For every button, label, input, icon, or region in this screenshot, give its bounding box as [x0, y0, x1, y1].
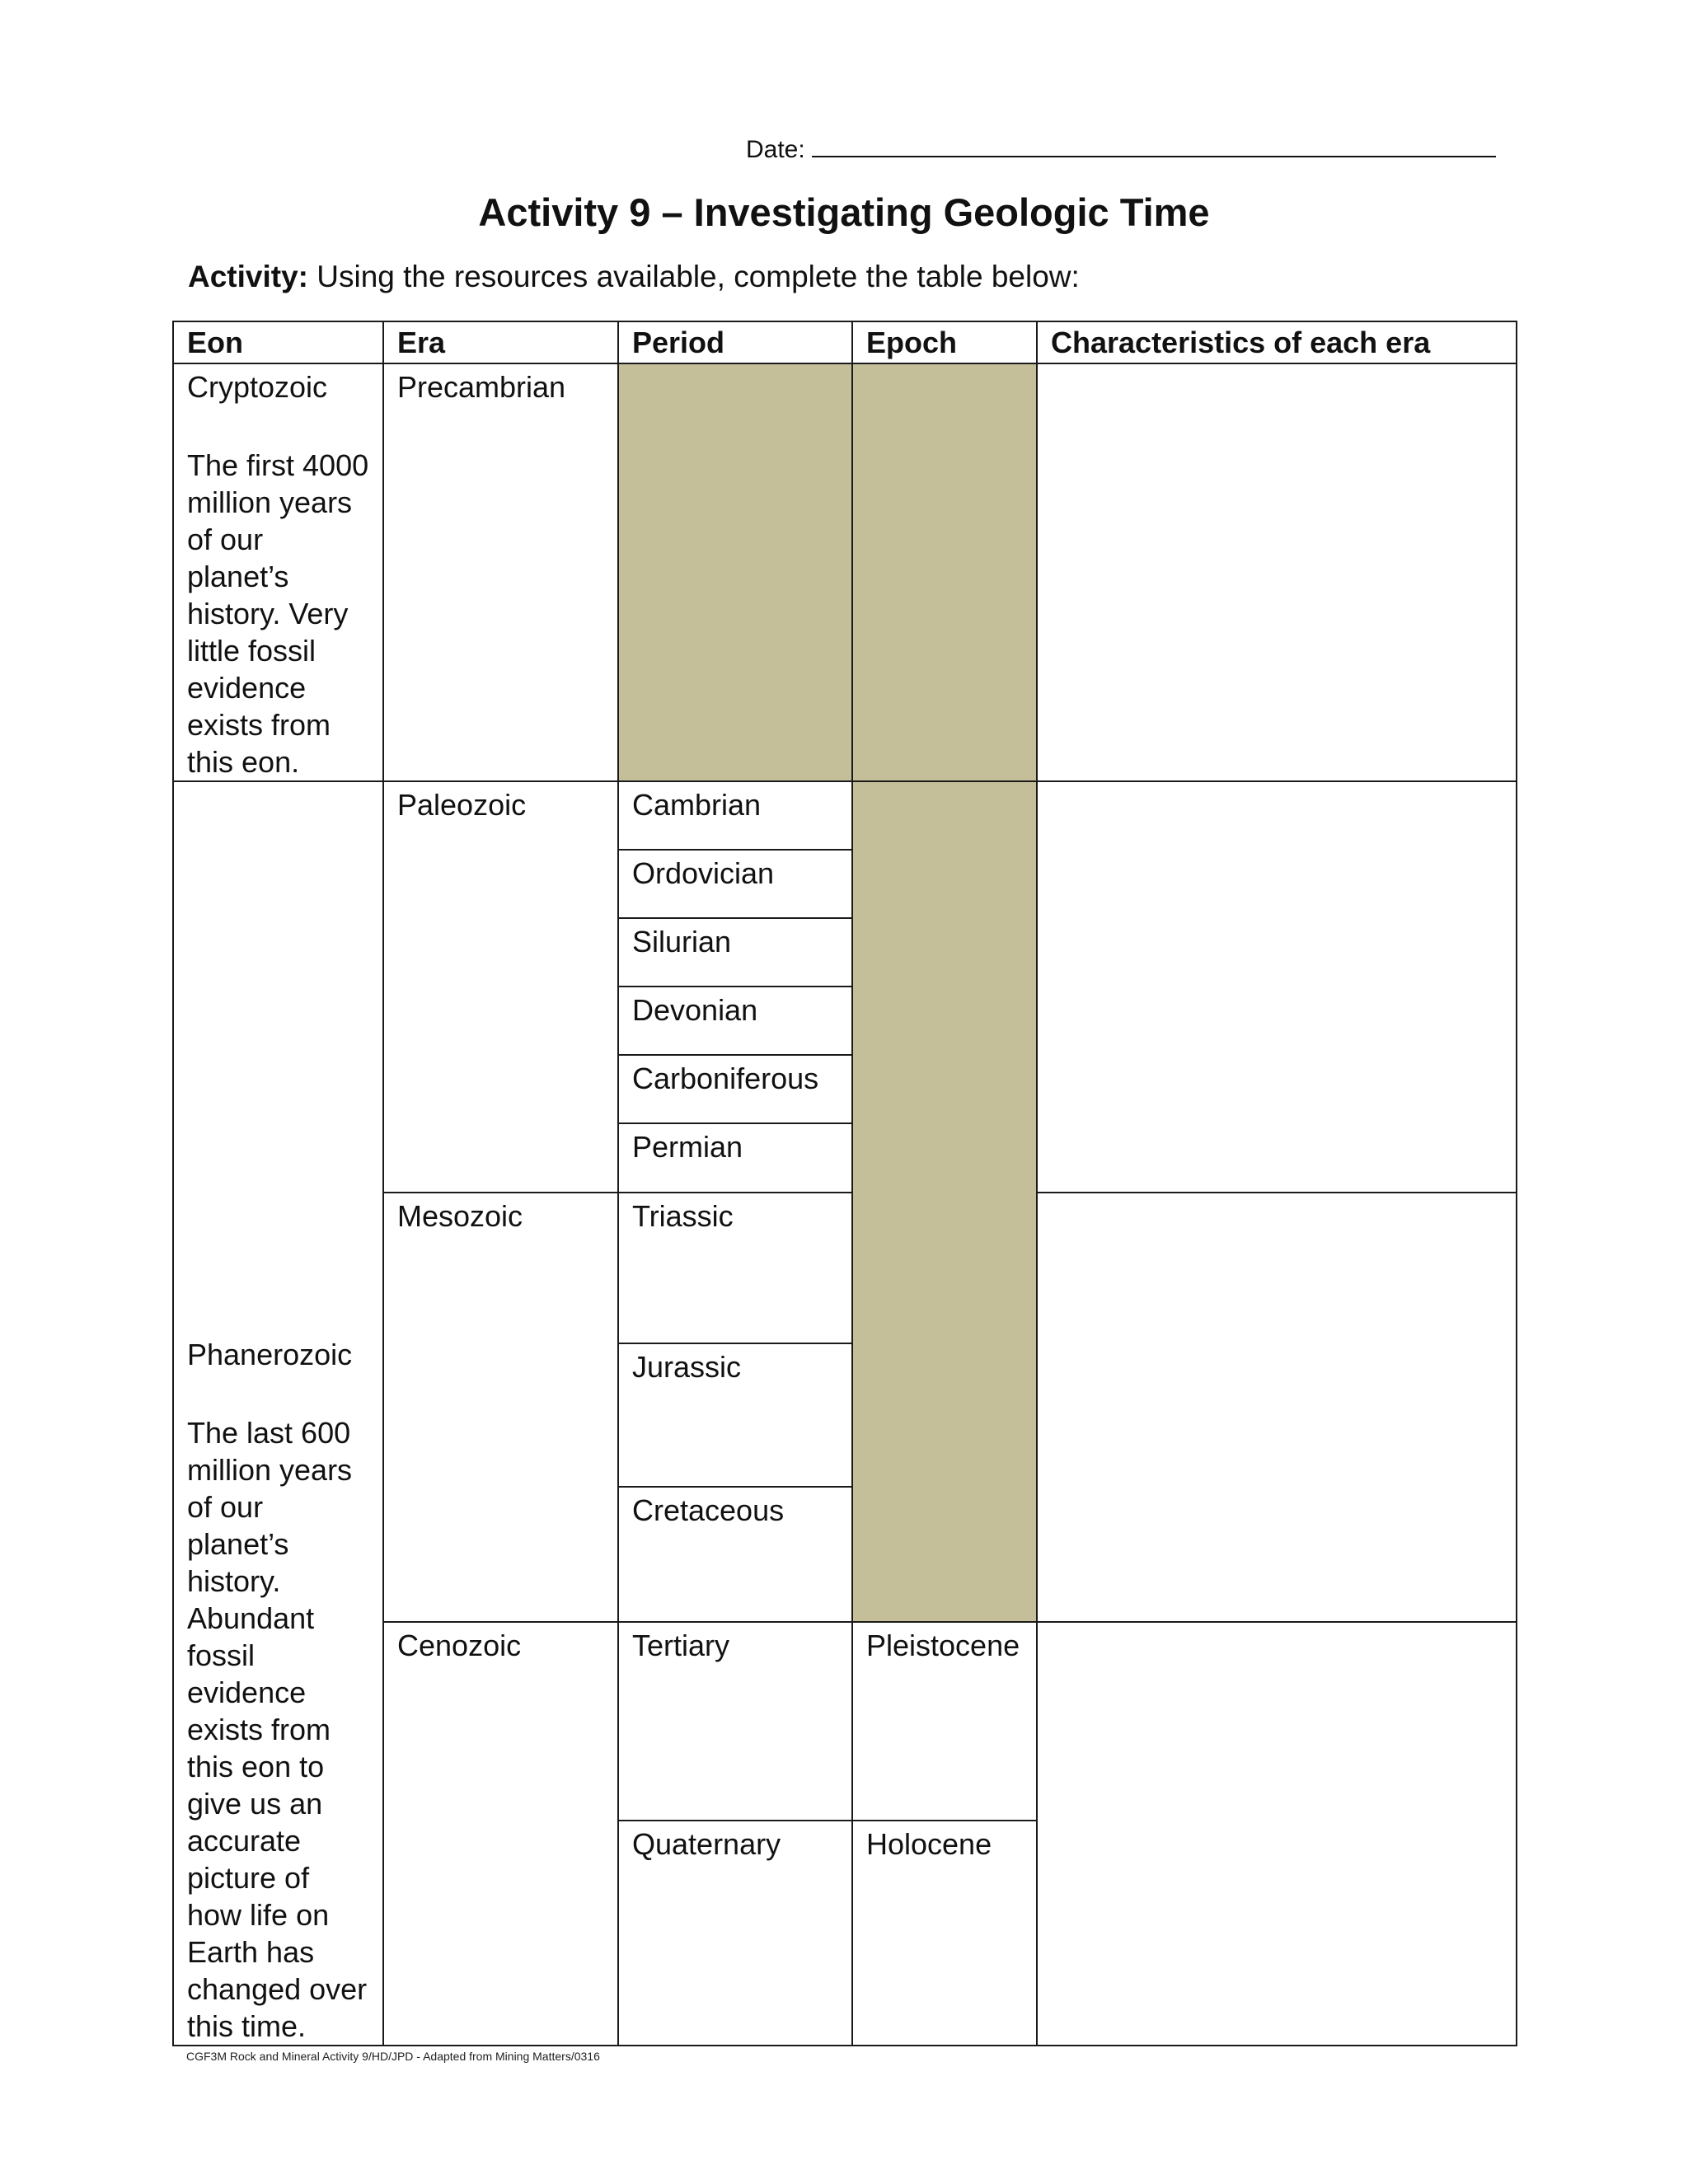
- characteristics-cell-mesozoic[interactable]: [1037, 1193, 1517, 1622]
- era-precambrian: Precambrian: [383, 363, 618, 781]
- activity-instructions: [188, 260, 1080, 294]
- footer-credit: CGF3M Rock and Mineral Activity 9/HD/JPD - Adapted from Mining Matters/0316: [186, 2050, 600, 2063]
- eon-name-phanerozoic: Phanerozoic: [187, 1338, 353, 1371]
- col-header-characteristics: Characteristics of each era: [1037, 321, 1517, 363]
- period-cambrian: Cambrian: [618, 781, 852, 850]
- col-header-eon: Eon: [173, 321, 383, 363]
- epoch-cell-precambrian-shaded: [852, 363, 1037, 781]
- col-header-era: Era: [383, 321, 618, 363]
- characteristics-cell-precambrian[interactable]: [1037, 363, 1517, 781]
- characteristics-cell-cenozoic[interactable]: [1037, 1622, 1517, 2046]
- period-ordovician: Ordovician: [618, 850, 852, 918]
- date-field[interactable]: [746, 136, 1496, 164]
- period-carboniferous: Carboniferous: [618, 1055, 852, 1123]
- activity-text: Using the resources available, complete the table below:: [316, 260, 1080, 293]
- eon-cell-cryptozoic: [173, 363, 383, 781]
- period-cretaceous: Cretaceous: [618, 1487, 852, 1622]
- period-permian: Permian: [618, 1123, 852, 1193]
- period-tertiary: Tertiary: [618, 1622, 852, 1820]
- period-cell-precambrian-shaded: [618, 363, 852, 781]
- period-quaternary: Quaternary: [618, 1821, 852, 2046]
- period-jurassic: Jurassic: [618, 1343, 852, 1487]
- eon-cell-phanerozoic: [173, 781, 383, 2046]
- epoch-pleistocene: Pleistocene: [852, 1622, 1037, 1820]
- eon-name-cryptozoic: Cryptozoic: [187, 370, 328, 404]
- table-header-row: [173, 321, 1517, 363]
- col-header-epoch: Epoch: [852, 321, 1037, 363]
- table-row-precambrian: [173, 363, 1517, 781]
- era-cenozoic: Cenozoic: [383, 1622, 618, 2046]
- epoch-holocene: Holocene: [852, 1821, 1037, 2046]
- period-triassic: Triassic: [618, 1193, 852, 1343]
- table-row-cambrian: [173, 781, 1517, 850]
- date-label: Date:: [746, 136, 805, 163]
- period-devonian: Devonian: [618, 987, 852, 1055]
- date-blank-line[interactable]: [812, 138, 1496, 157]
- eon-description-phanerozoic: The last 600 million years of our planet’s history. Abundant fossil evidence exists from this eon to give us an accurate picture of how life on Earth has changed over this time.: [187, 1416, 368, 2043]
- period-silurian: Silurian: [618, 918, 852, 987]
- activity-label: Activity:: [188, 260, 308, 293]
- page-title: Activity 9 – Investigating Geologic Time: [478, 190, 1210, 234]
- era-mesozoic: Mesozoic: [383, 1193, 618, 1622]
- col-header-period: Period: [618, 321, 852, 363]
- epoch-cell-paleo-meso-shaded: [852, 781, 1037, 1622]
- geologic-time-table: [172, 321, 1517, 2046]
- characteristics-cell-paleozoic[interactable]: [1037, 781, 1517, 1193]
- era-paleozoic: Paleozoic: [383, 781, 618, 1193]
- eon-description-cryptozoic: The first 4000 million years of our planet’s history. Very little fossil evidence exists from this eon.: [187, 448, 369, 779]
